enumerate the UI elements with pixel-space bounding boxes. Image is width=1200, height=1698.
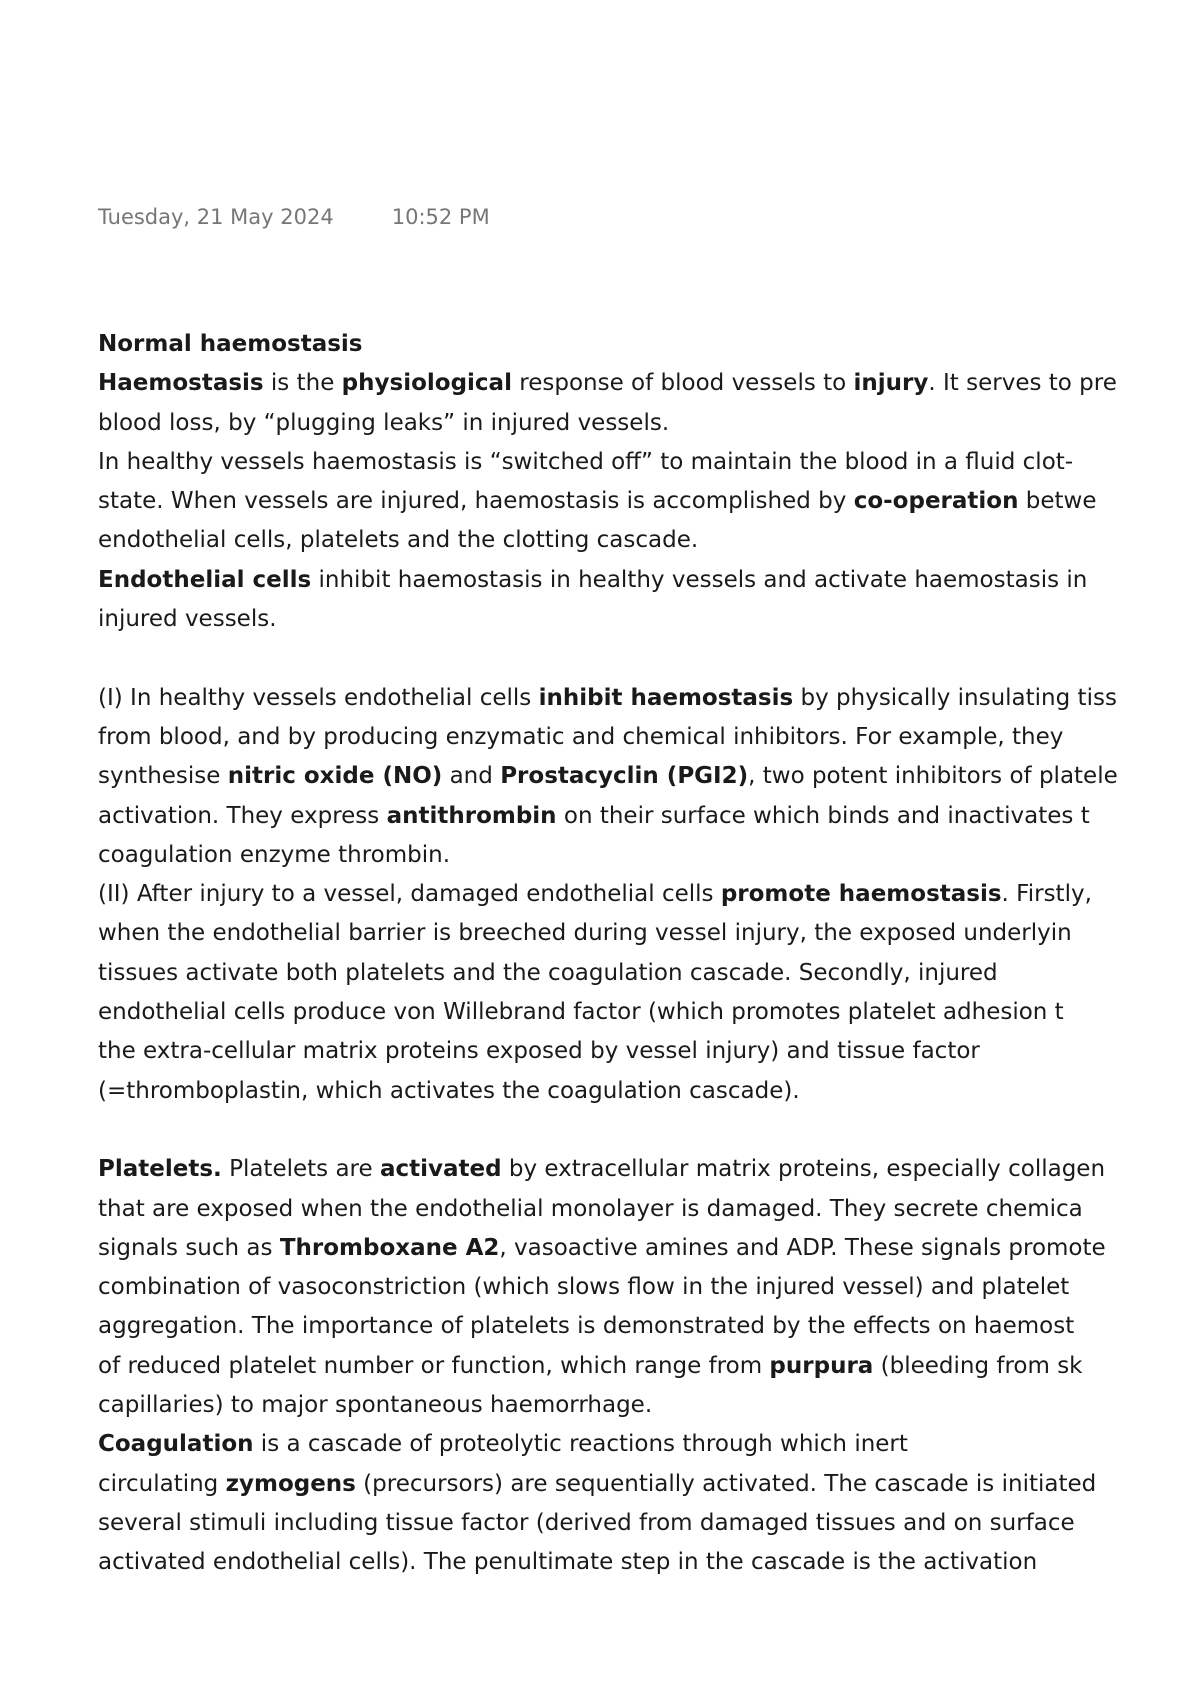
bold-text-run: co-operation xyxy=(853,488,1019,515)
bold-text-run: Thromboxane A2 xyxy=(279,1234,500,1261)
bold-text-run: physiological xyxy=(341,370,512,397)
text-run: endothelial cells produce von Willebrand factor (which promotes platelet adhesion t xyxy=(98,999,1064,1026)
text-line xyxy=(98,1190,1118,1229)
text-run: . It serves to pre xyxy=(928,370,1117,397)
text-line xyxy=(98,679,1118,718)
text-line xyxy=(98,954,1118,993)
text-line xyxy=(98,836,1118,875)
text-line xyxy=(98,1543,1118,1582)
text-run: state. When vessels are injured, haemostasis is accomplished by xyxy=(98,488,854,515)
text-line xyxy=(98,1229,1118,1268)
text-line xyxy=(98,1465,1118,1504)
text-run: , two potent inhibitors of platele xyxy=(748,763,1118,790)
text-run: the extra-cellular matrix proteins exposed by vessel injury) and tissue factor xyxy=(98,1038,980,1065)
text-line xyxy=(98,1150,1118,1189)
bold-text-run: purpura xyxy=(769,1352,874,1379)
text-run: (precursors) are sequentially activated. The cascade is initiated xyxy=(355,1470,1097,1497)
text-line xyxy=(98,797,1118,836)
text-line xyxy=(98,482,1118,521)
text-run: synthesise xyxy=(98,763,228,790)
bold-text-run: antithrombin xyxy=(386,802,557,829)
text-line xyxy=(98,993,1118,1032)
text-run: combination of vasoconstriction (which slows flow in the injured vessel) and platelet xyxy=(98,1274,1070,1301)
text-run: (bleeding from sk xyxy=(873,1352,1083,1379)
text-run: and xyxy=(442,763,501,790)
text-run: by extracellular matrix proteins, especially collagen xyxy=(501,1156,1106,1183)
text-line xyxy=(98,875,1118,914)
text-run: is the xyxy=(263,370,342,397)
text-run: In healthy vessels haemostasis is “switched off” to maintain the blood in a fluid clot- xyxy=(98,448,1074,475)
bold-text-run: Platelets. xyxy=(98,1156,222,1183)
text-run: response of blood vessels to xyxy=(511,370,854,397)
bold-text-run: Coagulation xyxy=(98,1431,254,1458)
text-run: aggregation. The importance of platelets is demonstrated by the effects on haemost xyxy=(98,1313,1075,1340)
text-run: signals such as xyxy=(98,1234,280,1261)
bold-text-run: nitric oxide (NO) xyxy=(227,763,443,790)
text-run: Platelets are xyxy=(221,1156,380,1183)
text-line xyxy=(98,1268,1118,1307)
text-line xyxy=(98,718,1118,757)
note-timestamp xyxy=(98,205,490,229)
text-line xyxy=(98,1504,1118,1543)
text-run: several stimuli including tissue factor (derived from damaged tissues and on surface xyxy=(98,1509,1075,1536)
bold-text-run: Endothelial cells xyxy=(98,566,312,593)
note-date: Tuesday, 21 May 2024 xyxy=(98,205,334,229)
note-body xyxy=(98,325,1118,1583)
text-run: coagulation enzyme thrombin. xyxy=(98,841,451,868)
text-run: inhibit haemostasis in healthy vessels and activate haemostasis in xyxy=(311,566,1088,593)
text-line xyxy=(98,561,1118,600)
text-line xyxy=(98,1307,1118,1346)
text-run: injured vessels. xyxy=(98,606,277,633)
text-run: when the endothelial barrier is breeched during vessel injury, the exposed underlyin xyxy=(98,920,1072,947)
text-line xyxy=(98,443,1118,482)
note-time: 10:52 PM xyxy=(391,205,490,229)
text-run: is a cascade of proteolytic reactions through which inert xyxy=(253,1431,908,1458)
text-run: from blood, and by producing enzymatic and chemical inhibitors. For example, they xyxy=(98,723,1064,750)
text-run: betwe xyxy=(1018,488,1097,515)
text-run: (=thromboplastin, which activates the coagulation cascade). xyxy=(98,1077,800,1104)
text-line xyxy=(98,364,1118,403)
text-line xyxy=(98,404,1118,443)
text-run: circulating xyxy=(98,1470,226,1497)
text-line xyxy=(98,521,1118,560)
text-run: capillaries) to major spontaneous haemorrhage. xyxy=(98,1392,653,1419)
text-line xyxy=(98,325,1118,364)
text-run: . Firstly, xyxy=(1001,881,1092,908)
text-line xyxy=(98,1032,1118,1071)
text-line xyxy=(98,1425,1118,1464)
text-run: endothelial cells, platelets and the clotting cascade. xyxy=(98,527,699,554)
text-line xyxy=(98,1072,1118,1111)
bold-text-run: Prostacyclin (PGI2) xyxy=(500,763,749,790)
bold-text-run: activated xyxy=(379,1156,502,1183)
text-line xyxy=(98,914,1118,953)
bold-text-run: Haemostasis xyxy=(98,370,264,397)
text-run: of reduced platelet number or function, which range from xyxy=(98,1352,770,1379)
text-run: on their surface which binds and inactivates t xyxy=(556,802,1090,829)
text-run: blood loss, by “plugging leaks” in injured vessels. xyxy=(98,409,670,436)
bold-text-run: inhibit haemostasis xyxy=(538,684,794,711)
bold-text-run: promote haemostasis xyxy=(720,881,1002,908)
text-line xyxy=(98,1386,1118,1425)
text-run: activation. They express xyxy=(98,802,387,829)
paragraph-gap xyxy=(98,1111,1118,1150)
text-run: (II) After injury to a vessel, damaged endothelial cells xyxy=(98,881,721,908)
text-run: , vasoactive amines and ADP. These signals promote xyxy=(499,1234,1106,1261)
bold-text-run: Normal haemostasis xyxy=(98,331,363,357)
text-run: tissues activate both platelets and the coagulation cascade. Secondly, injured xyxy=(98,959,998,986)
text-line xyxy=(98,600,1118,639)
text-run: that are exposed when the endothelial monolayer is damaged. They secrete chemica xyxy=(98,1195,1083,1222)
bold-text-run: injury xyxy=(853,370,929,397)
text-line xyxy=(98,1347,1118,1386)
text-run: activated endothelial cells). The penultimate step in the cascade is the activation xyxy=(98,1549,1038,1576)
text-line xyxy=(98,757,1118,796)
text-run: by physically insulating tiss xyxy=(793,684,1117,711)
bold-text-run: zymogens xyxy=(225,1470,356,1497)
paragraph-gap xyxy=(98,639,1118,678)
text-run: (I) In healthy vessels endothelial cells xyxy=(98,684,539,711)
